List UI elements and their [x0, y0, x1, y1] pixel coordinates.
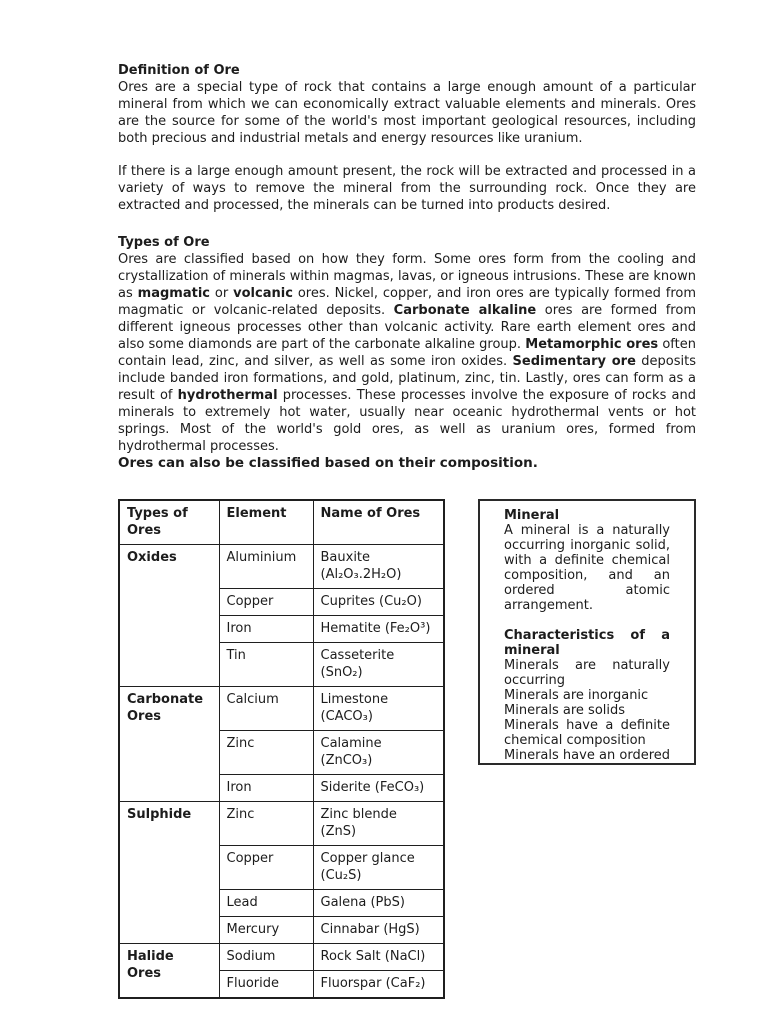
element-cell: Tin — [219, 643, 313, 687]
ore-name-cell: Cuprites (Cu₂O) — [313, 589, 444, 616]
ore-name-cell: Galena (PbS) — [313, 890, 444, 917]
ore-name-cell: Calamine (ZnCO₃) — [313, 731, 444, 775]
group-cell-oxides: Oxides — [119, 545, 219, 687]
ore-name-cell: Copper glance (Cu₂S) — [313, 846, 444, 890]
definition-paragraph-1: Ores are a special type of rock that contains a large enough amount of a particular mineral from which we can economically extract valuable elements and minerals. Ores are the source for some of the world's most important geological resources, including both precious and industrial metals and energy resources like uranium. — [118, 80, 696, 146]
definition-paragraph-2: If there is a large enough amount present, the rock will be extracted and processed in a variety of ways to remove the mineral from the surrounding rock. Once they are extracted and processed, the minerals can be turned into products desired. — [118, 164, 696, 213]
group-cell-halide-ores: Halide Ores — [119, 944, 219, 999]
element-cell: Copper — [219, 846, 313, 890]
types-paragraph: Ores are classified based on how they form. Some ores form from the cooling and crystallization of minerals within magmas, lavas, or igneous intrusions. These are known as magmatic or volcanic ores. Nickel, copper, and iron ores are typically formed from magmatic or volcanic-related deposits. Carbonate alkaline ores are formed from different igneous processes other than volcanic activity. Rare earth element ores and also some diamonds are part of the carbonate alkaline group. Metamorphic ores often contain lead, zinc, and silver, as well as some iron oxides. Sedimentary ore deposits include banded iron formations, and gold, platinum, zinc, tin. Lastly, ores can form as a result of hydrothermal processes. These processes involve the exposure of rocks and minerals to extremely hot water, usually near oceanic hydrothermal vents or hot springs. Most of the world's gold ores, as well as uranium ores, formed from hydrothermal processes. — [118, 252, 696, 454]
characteristics-heading: Characteristics of a mineral — [504, 628, 670, 658]
element-cell: Calcium — [219, 687, 313, 731]
header-name-of-ores: Name of Ores — [313, 500, 444, 545]
header-types-of-ores: Types of Ores — [119, 500, 219, 545]
ore-name-cell: Casseterite (SnO₂) — [313, 643, 444, 687]
mineral-info-box — [478, 499, 696, 765]
table-row — [119, 687, 444, 731]
element-cell: Copper — [219, 589, 313, 616]
types-closing-line: Ores can also be classified based on their composition. — [118, 455, 538, 471]
element-cell: Iron — [219, 616, 313, 643]
definition-heading: Definition of Ore — [118, 63, 240, 78]
element-cell: Fluoride — [219, 971, 313, 999]
ore-name-cell: Rock Salt (NaCl) — [313, 944, 444, 971]
ore-name-cell: Cinnabar (HgS) — [313, 917, 444, 944]
characteristic-item: Minerals are naturally occurring — [504, 658, 670, 688]
element-cell: Mercury — [219, 917, 313, 944]
table-row — [119, 802, 444, 846]
element-cell: Sodium — [219, 944, 313, 971]
table-header-row — [119, 500, 444, 545]
ores-table — [118, 499, 445, 999]
mineral-heading: Mineral — [504, 508, 560, 523]
characteristic-item: Minerals are inorganic — [504, 688, 649, 703]
mineral-definition: A mineral is a naturally occurring inorganic solid, with a definite chemical composition, and an ordered atomic arrangement. — [504, 523, 670, 613]
group-cell-carbonate-ores: Carbonate Ores — [119, 687, 219, 802]
element-cell: Zinc — [219, 802, 313, 846]
ore-name-cell: Zinc blende (ZnS) — [313, 802, 444, 846]
element-cell: Iron — [219, 775, 313, 802]
types-heading: Types of Ore — [118, 235, 210, 250]
characteristic-item: Minerals are solids — [504, 703, 626, 718]
ore-name-cell: Siderite (FeCO₃) — [313, 775, 444, 802]
ore-name-cell: Bauxite (Al₂O₃.2H₂O) — [313, 545, 444, 589]
table-and-box-row — [118, 499, 696, 999]
characteristic-item: Minerals have a definite chemical composition — [504, 718, 670, 748]
ore-name-cell: Hematite (Fe₂O³) — [313, 616, 444, 643]
table-row — [119, 545, 444, 589]
characteristic-item: Minerals have an ordered — [504, 748, 670, 763]
header-element: Element — [219, 500, 313, 545]
ore-name-cell: Limestone (CACO₃) — [313, 687, 444, 731]
element-cell: Aluminium — [219, 545, 313, 589]
element-cell: Lead — [219, 890, 313, 917]
group-cell-sulphide: Sulphide — [119, 802, 219, 944]
page-content — [118, 62, 696, 999]
ore-name-cell: Fluorspar (CaF₂) — [313, 971, 444, 999]
element-cell: Zinc — [219, 731, 313, 775]
table-row — [119, 944, 444, 971]
